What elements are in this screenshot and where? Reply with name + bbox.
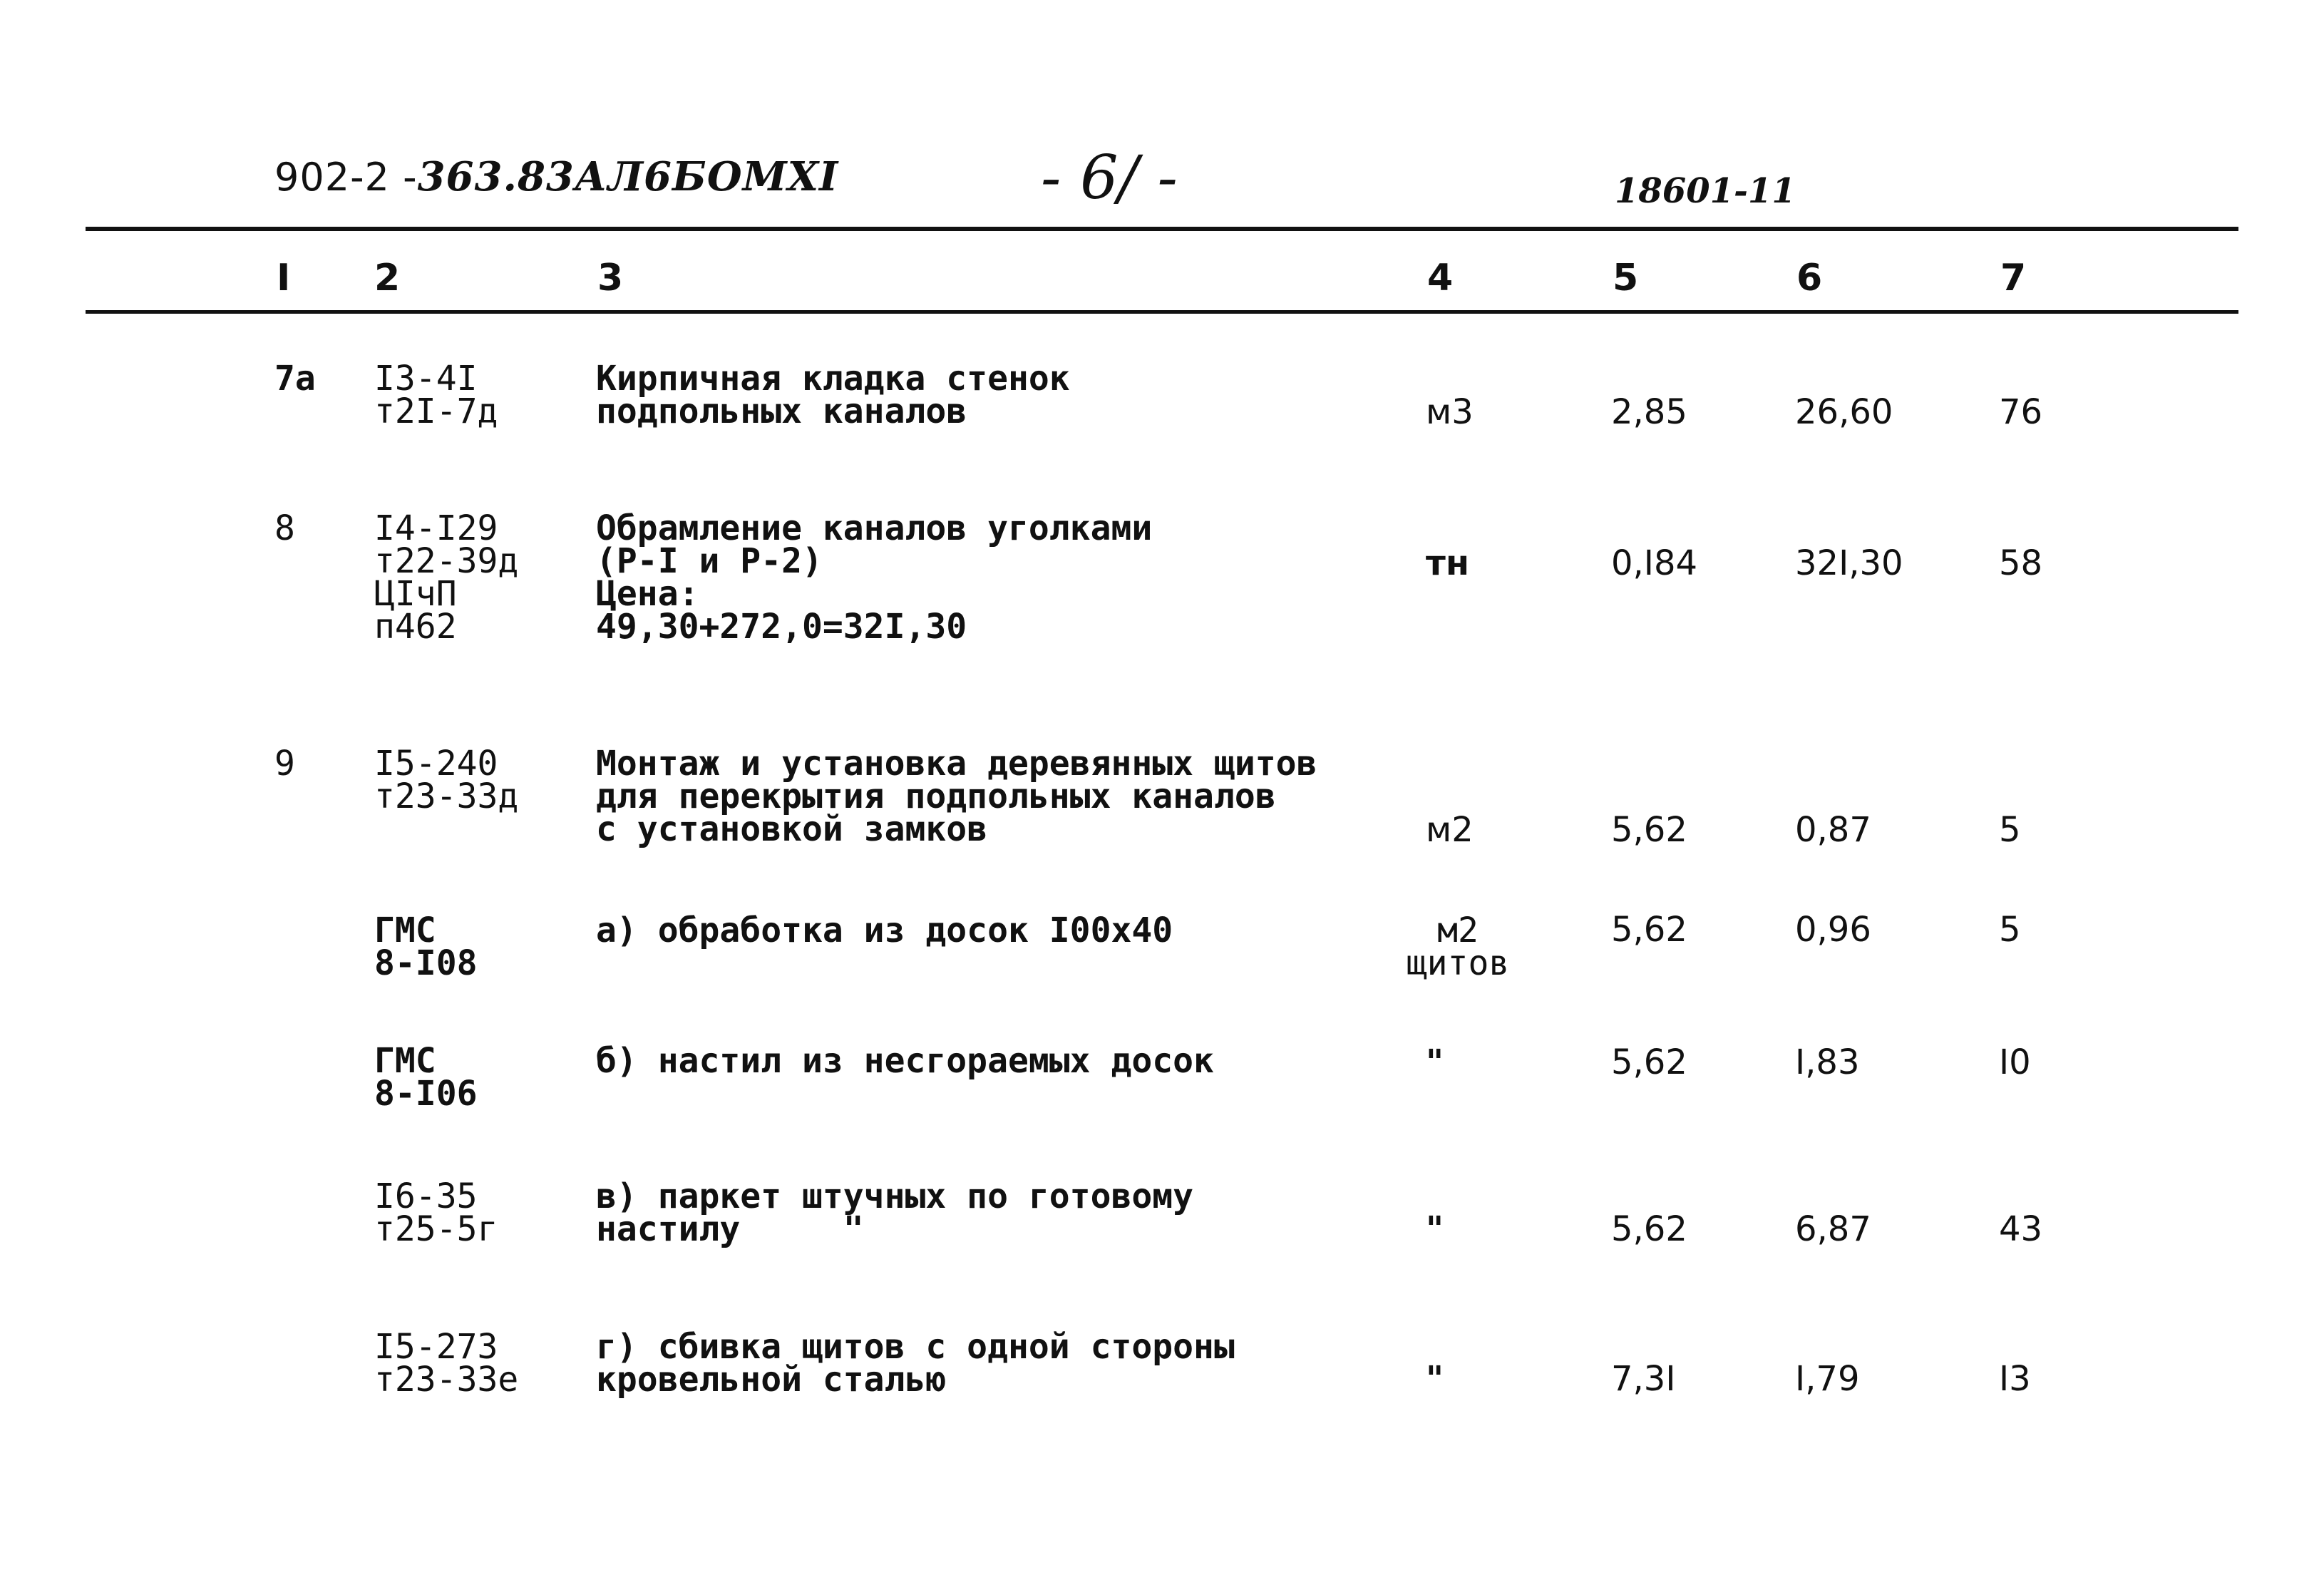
work-description: Обрамление каналов уголками (Р-I и Р-2) Цена: 49,30+272,0=32I,30 — [596, 508, 1153, 647]
norm-code: I5-240 т23-33д — [374, 744, 519, 816]
quantity: 5,62 — [1611, 1042, 1687, 1082]
column-header-7: 7 — [2000, 257, 2027, 299]
unit-price: 26,60 — [1795, 392, 1893, 432]
total-cost: 58 — [1999, 543, 2043, 583]
total-cost: I3 — [1999, 1359, 2031, 1399]
ditto-mark: " — [1426, 1209, 1444, 1249]
norm-code: ГМС 8-I08 — [374, 910, 478, 983]
unit-of-measure: тн — [1426, 543, 1469, 583]
work-description: а) обработка из досок I00х40 — [596, 910, 1173, 950]
ditto-mark: " — [1426, 1042, 1444, 1082]
row-number: 7а — [274, 359, 316, 399]
ditto-mark: " — [1426, 1359, 1444, 1399]
column-header-4: 4 — [1427, 257, 1454, 299]
column-header-1: I — [277, 257, 291, 299]
total-cost: 76 — [1999, 392, 2043, 432]
unit-price: 6,87 — [1795, 1209, 1871, 1249]
quantity: 2,85 — [1611, 392, 1687, 432]
unit-of-measure: м3 — [1426, 392, 1474, 432]
unit-of-measure: м2 щитов — [1406, 910, 1510, 983]
column-header-5: 5 — [1613, 257, 1639, 299]
quantity: 0,I84 — [1611, 543, 1698, 583]
table-header-rule — [86, 310, 2238, 314]
quantity: 5,62 — [1611, 1209, 1687, 1249]
row-number: 8 — [274, 508, 295, 548]
document-code-handwritten: 363.83АЛ6БОМХI — [417, 153, 839, 200]
quantity: 5,62 — [1611, 810, 1687, 850]
work-description: б) настил из несгораемых досок — [596, 1041, 1214, 1081]
document-number: 18601-11 — [1615, 171, 1796, 211]
column-header-3: 3 — [597, 257, 624, 299]
work-description: г) сбивка щитов с одной стороны кровельной сталью — [596, 1327, 1235, 1400]
unit-price: I,83 — [1795, 1042, 1860, 1082]
norm-code: I4-I29 т22-39д ЦIчП п462 — [374, 508, 519, 647]
total-cost: 43 — [1999, 1209, 2043, 1249]
work-description: Монтаж и установка деревянных щитов для перекрытия подпольных каналов с установкой замков — [596, 744, 1317, 849]
norm-code: I5-273 т23-33е — [374, 1327, 519, 1400]
unit-price: I,79 — [1795, 1359, 1860, 1399]
quantity: 7,3I — [1611, 1359, 1676, 1399]
unit-price: 0,87 — [1795, 810, 1871, 850]
unit-of-measure: м2 — [1426, 810, 1474, 850]
norm-code: I6-35 т25-5г — [374, 1176, 498, 1249]
quantity: 5,62 — [1611, 910, 1687, 950]
total-cost: 5 — [1999, 910, 2021, 950]
page-number: - 6/ - — [1041, 143, 1178, 212]
document-code-prefix: 902-2 - — [274, 155, 418, 200]
table-top-rule — [86, 227, 2238, 231]
unit-price: 32I,30 — [1795, 543, 1903, 583]
total-cost: 5 — [1999, 810, 2021, 850]
work-description: Кирпичная кладка стенок подпольных каналов — [596, 359, 1070, 431]
norm-code: I3-4I т2I-7д — [374, 359, 498, 431]
norm-code: ГМС 8-I06 — [374, 1041, 478, 1114]
column-header-6: 6 — [1796, 257, 1823, 299]
column-header-2: 2 — [374, 257, 401, 299]
unit-price: 0,96 — [1795, 910, 1871, 950]
total-cost: I0 — [1999, 1042, 2031, 1082]
work-description: в) паркет штучных по готовому настилу " — [596, 1176, 1194, 1249]
document-code — [274, 153, 838, 200]
row-number: 9 — [274, 744, 295, 784]
